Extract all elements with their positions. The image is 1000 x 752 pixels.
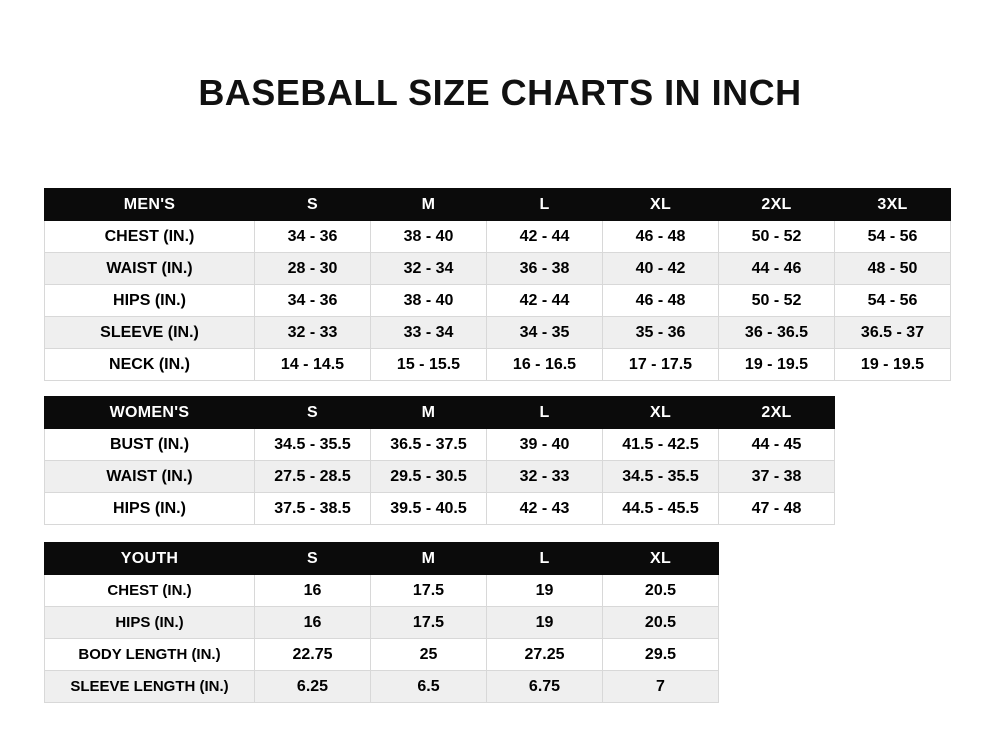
row-label: SLEEVE (IN.) bbox=[45, 317, 255, 349]
table-cell: 47 - 48 bbox=[719, 493, 835, 525]
column-header: 3XL bbox=[835, 189, 951, 221]
row-label: HIPS (IN.) bbox=[45, 607, 255, 639]
column-header: L bbox=[487, 543, 603, 575]
table-cell: 29.5 bbox=[603, 639, 719, 671]
table-row bbox=[45, 639, 719, 671]
row-label: BODY LENGTH (IN.) bbox=[45, 639, 255, 671]
table-cell: 34.5 - 35.5 bbox=[255, 429, 371, 461]
table-cell: 50 - 52 bbox=[719, 285, 835, 317]
table-cell: 42 - 43 bbox=[487, 493, 603, 525]
table-cell: 19 - 19.5 bbox=[719, 349, 835, 381]
table-cell: 22.75 bbox=[255, 639, 371, 671]
table-cell: 34 - 36 bbox=[255, 221, 371, 253]
table-cell: 36.5 - 37.5 bbox=[371, 429, 487, 461]
page-title: BASEBALL SIZE CHARTS IN INCH bbox=[198, 72, 802, 113]
table-row bbox=[45, 575, 719, 607]
table-cell: 44.5 - 45.5 bbox=[603, 493, 719, 525]
table-cell: 41.5 - 42.5 bbox=[603, 429, 719, 461]
row-label: HIPS (IN.) bbox=[45, 493, 255, 525]
womens-size-table bbox=[44, 396, 835, 525]
column-header: S bbox=[255, 189, 371, 221]
table-cell: 48 - 50 bbox=[835, 253, 951, 285]
column-header: M bbox=[371, 189, 487, 221]
column-header: WOMEN'S bbox=[45, 397, 255, 429]
table-row bbox=[45, 317, 951, 349]
table-cell: 27.5 - 28.5 bbox=[255, 461, 371, 493]
table-cell: 39 - 40 bbox=[487, 429, 603, 461]
table-cell: 36 - 36.5 bbox=[719, 317, 835, 349]
table-cell: 50 - 52 bbox=[719, 221, 835, 253]
table-cell: 7 bbox=[603, 671, 719, 703]
table-cell: 28 - 30 bbox=[255, 253, 371, 285]
column-header: L bbox=[487, 189, 603, 221]
table-cell: 54 - 56 bbox=[835, 221, 951, 253]
table-cell: 36 - 38 bbox=[487, 253, 603, 285]
table-cell: 34 - 36 bbox=[255, 285, 371, 317]
table-cell: 40 - 42 bbox=[603, 253, 719, 285]
table-cell: 32 - 34 bbox=[371, 253, 487, 285]
table-row bbox=[45, 221, 951, 253]
row-label: WAIST (IN.) bbox=[45, 461, 255, 493]
table-cell: 32 - 33 bbox=[255, 317, 371, 349]
table-row bbox=[45, 349, 951, 381]
table-cell: 44 - 46 bbox=[719, 253, 835, 285]
table-cell: 6.25 bbox=[255, 671, 371, 703]
table-cell: 19 - 19.5 bbox=[835, 349, 951, 381]
table-cell: 29.5 - 30.5 bbox=[371, 461, 487, 493]
womens-table-header bbox=[45, 397, 835, 429]
table-row bbox=[45, 253, 951, 285]
youth-table-header bbox=[45, 543, 719, 575]
table-cell: 46 - 48 bbox=[603, 285, 719, 317]
table-header-row bbox=[45, 543, 719, 575]
column-header: 2XL bbox=[719, 397, 835, 429]
column-header: MEN'S bbox=[45, 189, 255, 221]
table-cell: 37 - 38 bbox=[719, 461, 835, 493]
table-header-row bbox=[45, 397, 835, 429]
mens-table-header bbox=[45, 189, 951, 221]
row-label: HIPS (IN.) bbox=[45, 285, 255, 317]
table-row bbox=[45, 607, 719, 639]
table-cell: 36.5 - 37 bbox=[835, 317, 951, 349]
table-cell: 33 - 34 bbox=[371, 317, 487, 349]
womens-table-body bbox=[45, 429, 835, 525]
row-label: WAIST (IN.) bbox=[45, 253, 255, 285]
youth-size-table-container bbox=[44, 542, 719, 703]
column-header: XL bbox=[603, 397, 719, 429]
table-cell: 38 - 40 bbox=[371, 221, 487, 253]
table-cell: 39.5 - 40.5 bbox=[371, 493, 487, 525]
table-cell: 46 - 48 bbox=[603, 221, 719, 253]
table-cell: 19 bbox=[487, 607, 603, 639]
table-cell: 15 - 15.5 bbox=[371, 349, 487, 381]
table-header-row bbox=[45, 189, 951, 221]
table-cell: 16 - 16.5 bbox=[487, 349, 603, 381]
table-cell: 6.5 bbox=[371, 671, 487, 703]
table-cell: 44 - 45 bbox=[719, 429, 835, 461]
row-label: CHEST (IN.) bbox=[45, 221, 255, 253]
table-cell: 6.75 bbox=[487, 671, 603, 703]
table-cell: 20.5 bbox=[603, 575, 719, 607]
table-cell: 32 - 33 bbox=[487, 461, 603, 493]
table-cell: 25 bbox=[371, 639, 487, 671]
column-header: YOUTH bbox=[45, 543, 255, 575]
row-label: NECK (IN.) bbox=[45, 349, 255, 381]
table-cell: 37.5 - 38.5 bbox=[255, 493, 371, 525]
womens-size-table-container bbox=[44, 396, 835, 525]
table-cell: 27.25 bbox=[487, 639, 603, 671]
table-cell: 14 - 14.5 bbox=[255, 349, 371, 381]
table-cell: 42 - 44 bbox=[487, 285, 603, 317]
table-cell: 34 - 35 bbox=[487, 317, 603, 349]
table-cell: 16 bbox=[255, 575, 371, 607]
row-label: SLEEVE LENGTH (IN.) bbox=[45, 671, 255, 703]
column-header: XL bbox=[603, 189, 719, 221]
table-cell: 35 - 36 bbox=[603, 317, 719, 349]
column-header: 2XL bbox=[719, 189, 835, 221]
column-header: L bbox=[487, 397, 603, 429]
row-label: BUST (IN.) bbox=[45, 429, 255, 461]
table-cell: 17.5 bbox=[371, 607, 487, 639]
table-row bbox=[45, 493, 835, 525]
youth-size-table bbox=[44, 542, 719, 703]
table-cell: 17 - 17.5 bbox=[603, 349, 719, 381]
column-header: S bbox=[255, 397, 371, 429]
mens-size-table-container bbox=[44, 188, 951, 381]
table-cell: 16 bbox=[255, 607, 371, 639]
table-cell: 34.5 - 35.5 bbox=[603, 461, 719, 493]
table-cell: 54 - 56 bbox=[835, 285, 951, 317]
column-header: XL bbox=[603, 543, 719, 575]
youth-table-body bbox=[45, 575, 719, 703]
column-header: S bbox=[255, 543, 371, 575]
mens-table-body bbox=[45, 221, 951, 381]
table-row bbox=[45, 429, 835, 461]
row-label: CHEST (IN.) bbox=[45, 575, 255, 607]
table-cell: 38 - 40 bbox=[371, 285, 487, 317]
table-cell: 42 - 44 bbox=[487, 221, 603, 253]
table-cell: 20.5 bbox=[603, 607, 719, 639]
table-cell: 17.5 bbox=[371, 575, 487, 607]
table-cell: 19 bbox=[487, 575, 603, 607]
column-header: M bbox=[371, 543, 487, 575]
table-row bbox=[45, 285, 951, 317]
table-row bbox=[45, 671, 719, 703]
table-row bbox=[45, 461, 835, 493]
mens-size-table bbox=[44, 188, 951, 381]
column-header: M bbox=[371, 397, 487, 429]
